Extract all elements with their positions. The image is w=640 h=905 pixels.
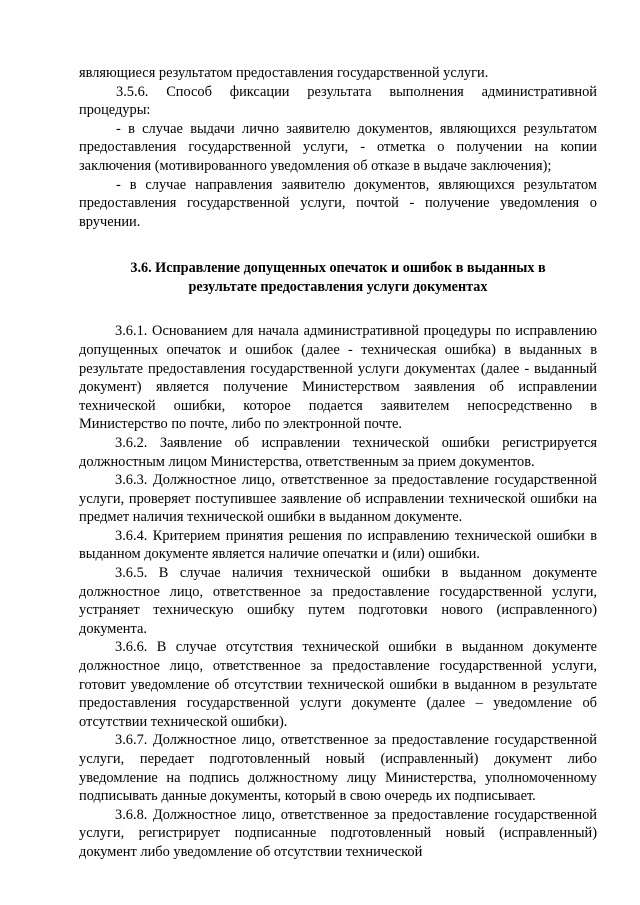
section-heading-3-6: [79, 259, 597, 297]
paragraph-3-6-3: 3.6.3. Должностное лицо, ответственное за предоставление государственной услуги, проверяет поступившее заявление об исправлении технической ошибки на предмет наличия технической ошибки в выданном документе.: [79, 472, 597, 526]
paragraph-3-6-2: 3.6.2. Заявление об исправлении технической ошибки регистрируется должностным лицом Министерства, ответственным за прием документов.: [79, 434, 597, 470]
paragraph-3-6-4: 3.6.4. Критерием принятия решения по исправлению технической ошибки в выданном документе является наличие опечатки и (или) ошибки.: [79, 527, 597, 563]
paragraph-bullet-personal: - в случае выдачи лично заявителю документов, являющихся результатом предоставления государственной услуги, - отметка о получении на копии заключения (мотивированного уведомления об отказе в выдаче заключения);: [79, 120, 597, 174]
heading-line-1: 3.6. Исправление допущенных опечаток и ошибок в выданных в: [130, 260, 546, 277]
paragraph-continuation: являющиеся результатом предоставления государственной услуги.: [79, 65, 489, 81]
paragraph-3-5-6: 3.5.6. Способ фиксации результата выполнения административной процедуры:: [79, 83, 597, 119]
paragraph-3-6-6: 3.6.6. В случае отсутствия технической ошибки в выданном документе должностное лицо, ответственное за предоставление государственной услуги, готовит уведомление об отсутствии технической ошибки в выданном в результате предоставления государственной услуги документе (далее – уведомление об отсутствии технической ошибки).: [79, 639, 597, 730]
paragraph-bullet-mail: - в случае направления заявителю документов, являющихся результатом предоставления государственной услуги, почтой - получение уведомления о вручении.: [79, 176, 597, 230]
heading-line-2: результате предоставления услуги документах: [188, 279, 488, 296]
paragraph-3-6-5: 3.6.5. В случае наличия технической ошибки в выданном документе должностное лицо, ответственное за предоставление государственной услуги, устраняет техническую ошибку путем подготовки нового (исправленного) документа.: [79, 565, 597, 637]
paragraph-3-6-7: 3.6.7. Должностное лицо, ответственное за предоставление государственной услуги, передает подготовленный новый (исправленный) документ либо уведомление на подпись должностному лицу Министерства, уполномоченному подписывать данные документы, который в свою очередь их подписывает.: [79, 732, 597, 805]
paragraph-3-6-8: 3.6.8. Должностное лицо, ответственное за предоставление государственной услуги, регистрирует подписанные подготовленный новый (исправленный) документ либо уведомление об отсутствии технической: [79, 806, 597, 860]
paragraph-3-6-1: 3.6.1. Основанием для начала административной процедуры по исправлению допущенных опечаток и ошибок (далее - техническая ошибка) в выданных в результате предоставления государственной услуги документах (далее - выданный документ) является получение Министерством заявления об исправлении технической ошибки, которое подается заявителем непосредственно в Министерство по почте, либо по электронной почте.: [79, 323, 597, 433]
